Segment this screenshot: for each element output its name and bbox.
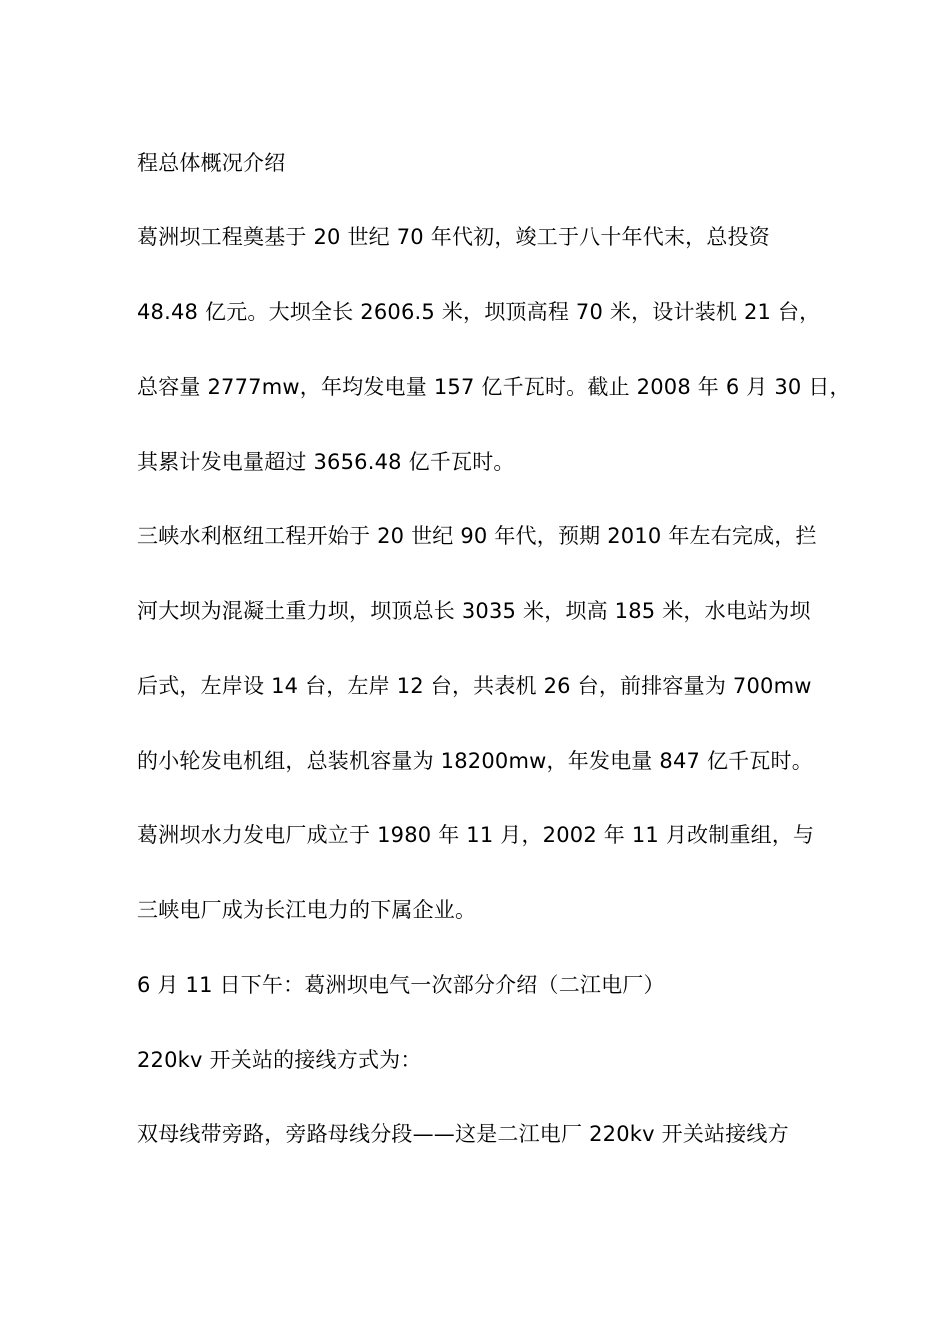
paragraph-line: 三峡水利枢纽工程开始于 20 世纪 90 年代，预期 2010 年左右完成，拦 bbox=[137, 524, 817, 548]
paragraph-line: 双母线带旁路，旁路母线分段——这是二江电厂 220kv 开关站接线方 bbox=[137, 1122, 789, 1146]
section-heading: 程总体概况介绍 bbox=[137, 151, 286, 175]
paragraph-line: 三峡电厂成为长江电力的下属企业。 bbox=[137, 898, 477, 922]
paragraph-line: 48.48 亿元。大坝全长 2606.5 米，坝顶高程 70 米，设计装机 21 台， bbox=[137, 300, 821, 324]
paragraph-line: 葛洲坝工程奠基于 20 世纪 70 年代初，竣工于八十年代末，总投资 bbox=[137, 225, 770, 249]
paragraph-line: 总容量 2777mw，年均发电量 157 亿千瓦时。截止 2008 年 6 月 30 日， bbox=[137, 375, 851, 399]
paragraph-line: 葛洲坝水力发电厂成立于 1980 年 11 月，2002 年 11 月改制重组，与 bbox=[137, 823, 815, 847]
paragraph-line: 后式，左岸设 14 台，左岸 12 台，共表机 26 台，前排容量为 700mw bbox=[137, 674, 812, 698]
paragraph-line: 220kv 开关站的接线方式为： bbox=[137, 1048, 422, 1072]
paragraph-line: 6 月 11 日下午：葛洲坝电气一次部分介绍（二江电厂） bbox=[137, 973, 665, 997]
paragraph-line: 其累计发电量超过 3656.48 亿千瓦时。 bbox=[137, 450, 515, 474]
paragraph-line: 河大坝为混凝土重力坝，坝顶总长 3035 米，坝高 185 米，水电站为坝 bbox=[137, 599, 811, 623]
paragraph-line: 的小轮发电机组，总装机容量为 18200mw，年发电量 847 亿千瓦时。 bbox=[137, 749, 813, 773]
